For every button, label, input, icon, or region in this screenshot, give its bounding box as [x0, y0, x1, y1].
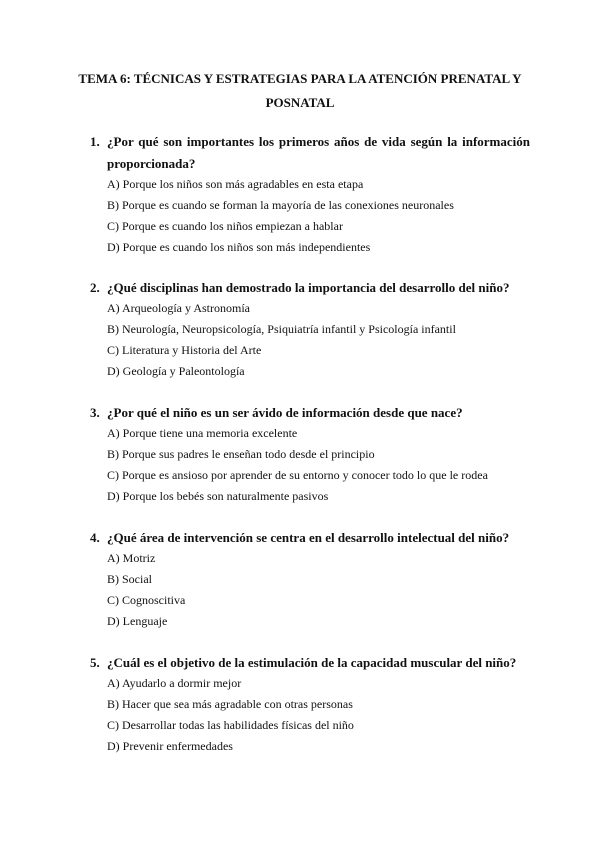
answer-option-c: C) Porque es cuando los niños empiezan a hablar: [107, 219, 343, 233]
question-2: [90, 277, 530, 382]
answer-option-c: C) Cognoscitiva: [107, 593, 186, 607]
answer-options: [107, 423, 530, 507]
answer-option-a: A) Porque los niños son más agradables en esta etapa: [107, 177, 364, 191]
question-number: 3.: [90, 405, 100, 420]
question-text: ¿Cuál es el objetivo de la estimulación de la capacidad muscular del niño?: [107, 655, 517, 670]
answer-option-c: C) Desarrollar todas las habilidades físicas del niño: [107, 718, 354, 732]
answer-option-b: B) Porque es cuando se forman la mayoría de las conexiones neuronales: [107, 198, 454, 212]
question-1: [90, 131, 530, 258]
answer-option-c: C) Porque es ansioso por aprender de su entorno y conocer todo lo que le rodea: [107, 468, 488, 482]
question-number: 2.: [90, 280, 100, 295]
answer-option-a: A) Porque tiene una memoria excelente: [107, 426, 298, 440]
answer-option-d: D) Porque los bebés son naturalmente pasivos: [107, 489, 329, 503]
answer-option-a: A) Arqueología y Astronomía: [107, 301, 250, 315]
question-text: ¿Qué disciplinas han demostrado la importancia del desarrollo del niño?: [107, 280, 510, 295]
answer-options: [107, 548, 530, 632]
answer-option-b: B) Porque sus padres le enseñan todo desde el principio: [107, 447, 375, 461]
question-number: 4.: [90, 530, 100, 545]
answer-option-b: B) Neurología, Neuropsicología, Psiquiatría infantil y Psicología infantil: [107, 322, 456, 336]
question-number: 5.: [90, 655, 100, 670]
answer-option-d: D) Lenguaje: [107, 614, 168, 628]
document-title: [70, 67, 530, 115]
title-line-2: POSNATAL: [265, 95, 335, 110]
answer-option-d: D) Porque es cuando los niños son más independientes: [107, 240, 371, 254]
answer-options: [107, 174, 530, 258]
question-text: ¿Qué área de intervención se centra en el desarrollo intelectual del niño?: [107, 530, 510, 545]
answer-option-a: A) Ayudarlo a dormir mejor: [107, 676, 242, 690]
answer-option-b: B) Hacer que sea más agradable con otras personas: [107, 697, 353, 711]
answer-option-a: A) Motriz: [107, 551, 156, 565]
question-heading: [90, 131, 530, 175]
question-3: [90, 402, 530, 507]
answer-option-c: C) Literatura y Historia del Arte: [107, 343, 262, 357]
title-line-1: TEMA 6: TÉCNICAS Y ESTRATEGIAS PARA LA ATENCIÓN PRENATAL Y: [78, 71, 522, 86]
answer-option-b: B) Social: [107, 572, 152, 586]
question-heading: [90, 402, 530, 424]
question-4: [90, 527, 530, 632]
question-text: ¿Por qué son importantes los primeros años de vida según la información proporcionada?: [107, 134, 530, 171]
answer-option-d: D) Prevenir enfermedades: [107, 739, 233, 753]
answer-option-d: D) Geología y Paleontología: [107, 364, 245, 378]
question-heading: [90, 277, 530, 299]
answer-options: [107, 673, 530, 757]
answer-options: [107, 298, 530, 382]
question-text: ¿Por qué el niño es un ser ávido de información desde que nace?: [107, 405, 463, 420]
question-number: 1.: [90, 134, 100, 149]
question-heading: [90, 652, 530, 674]
question-5: [90, 652, 530, 757]
question-heading: [90, 527, 530, 549]
